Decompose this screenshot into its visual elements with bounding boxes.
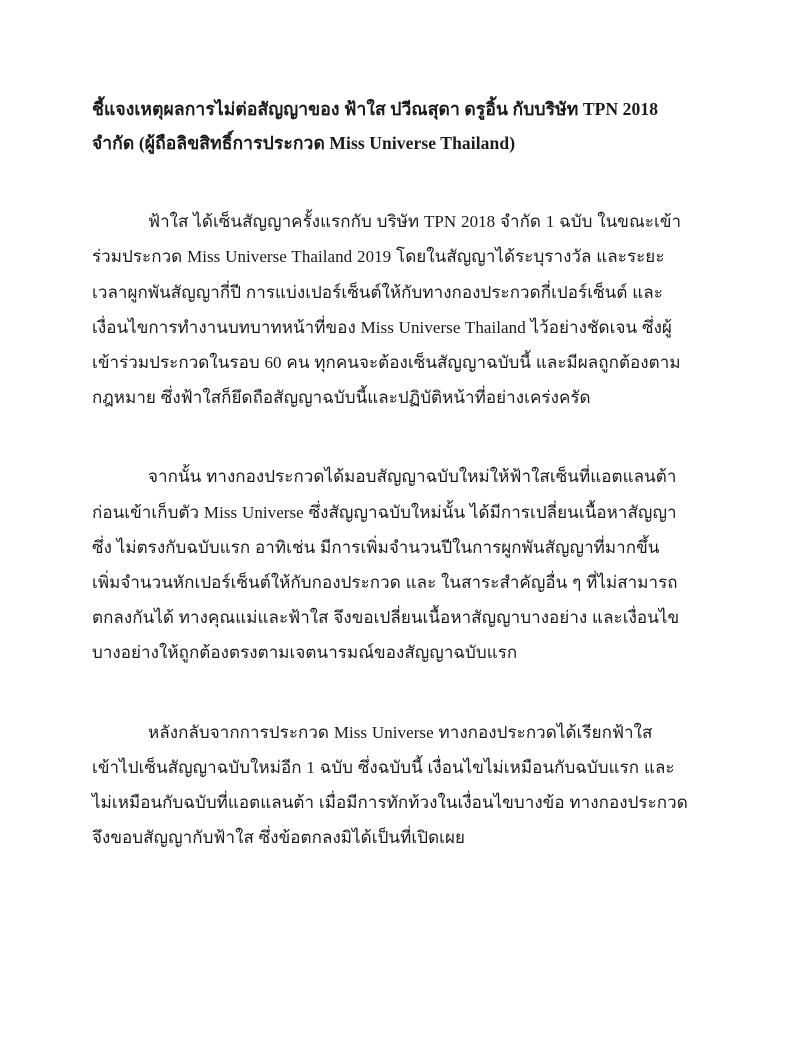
document-title: ชี้แจงเหตุผลการไม่ต่อสัญญาของ ฟ้าใส ปวีณสุดา ดรูอิ้น กับบริษัท TPN 2018 จำกัด (ผู้ถือลิขสิทธิ์การประกวด Miss Universe Thailand)	[92, 99, 659, 154]
paragraph: ฟ้าใส ได้เซ็นสัญญาครั้งแรกกับ บริษัท TPN 2018 จำกัด 1 ฉบับ ในขณะเข้าร่วมประกวด Miss Universe Thailand 2019 โดยในสัญญาได้ระบุรางวัล และระยะเวลาผูกพันสัญญากี่ปี การแบ่งเปอร์เซ็นต์ให้กับทางกองประกวดกี่เปอร์เซ็นต์ และเงื่อนไขการทำงานบทบาทหน้าที่ของ Miss Universe Thailand ไว้อย่างชัดเจน ซึ่งผู้เข้าร่วมประกวดในรอบ 60 คน ทุกคนจะต้องเซ็นสัญญาฉบับนี้ และมีผลถูกต้องตามกฎหมาย ซึ่งฟ้าใสก็ยึดถือสัญญาฉบับนี้และปฏิบัติหน้าที่อย่างเคร่งครัด	[92, 212, 682, 408]
document-body	[92, 204, 690, 855]
paragraph: จากนั้น ทางกองประกวดได้มอบสัญญาฉบับใหม่ให้ฟ้าใสเซ็นที่แอตแลนต้า ก่อนเข้าเก็บตัว Miss Universe ซึ่งสัญญาฉบับใหม่นั้น ได้มีการเปลี่ยนเนื้อหาสัญญาซึ่ง ไม่ตรงกับฉบับแรก อาทิเช่น มีการเพิ่มจำนวนปีในการผูกพันสัญญาที่มากขึ้น เพิ่มจำนวนหักเปอร์เซ็นต์ให้กับกองประกวด และ ในสาระสำคัญอื่น ๆ ที่ไม่สามารถตกลงกันได้ ทางคุณแม่และฟ้าใส จึงขอเปลี่ยนเนื้อหาสัญญาบางอย่าง และเงื่อนไขบางอย่างให้ถูกต้องตรงตามเจตนารมณ์ของสัญญาฉบับแรก	[92, 467, 680, 663]
paragraph: หลังกลับจากการประกวด Miss Universe ทางกองประกวดได้เรียกฟ้าใสเข้าไปเซ็นสัญญาฉบับใหม่อีก 1 ฉบับ ซึ่งฉบับนี้ เงื่อนไขไม่เหมือนกับฉบับแรก และไม่เหมือนกับฉบับที่แอตแลนต้า เมื่อมีการทักท้วงในเงื่อนไขบางข้อ ทางกองประกวดจึงขอบสัญญากับฟ้าใส ซึ่งข้อตกลงมิได้เป็นที่เปิดเผย	[92, 722, 688, 848]
